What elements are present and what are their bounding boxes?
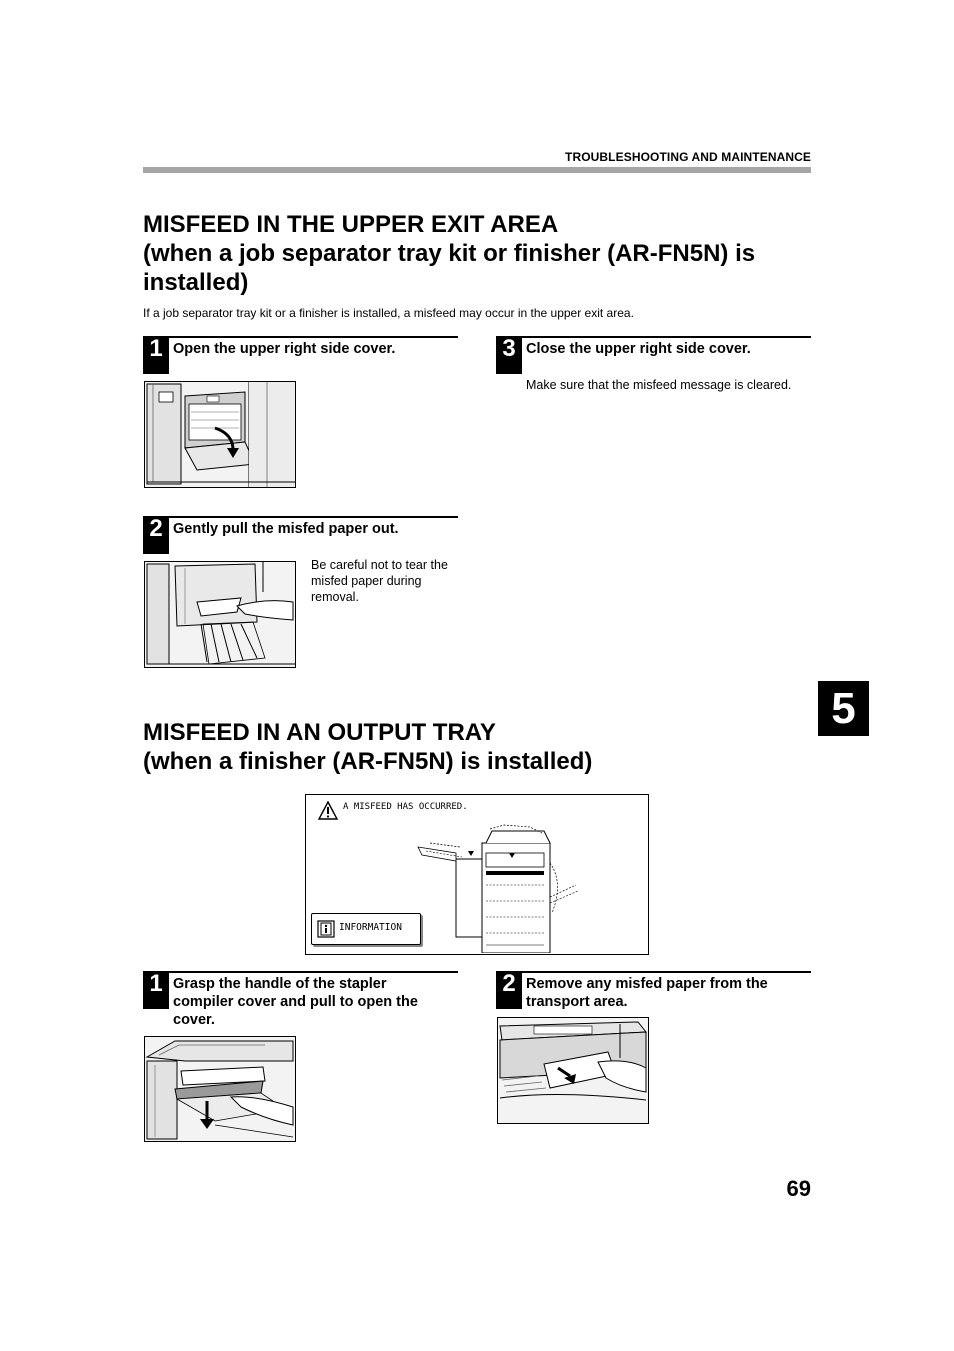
warning-triangle-icon (318, 801, 338, 821)
illustration-open-side-cover (144, 381, 296, 488)
step-note-line: misfed paper during (311, 574, 422, 588)
step-rule (143, 336, 458, 338)
step-note (311, 557, 448, 605)
step-rule (496, 336, 811, 338)
misfeed-message: A MISFEED HAS OCCURRED. (343, 802, 468, 812)
step-title: Open the upper right side cover. (173, 341, 396, 357)
information-button[interactable] (311, 913, 421, 945)
illustration-open-stapler-cover (144, 1036, 296, 1142)
step-number: 2 (143, 516, 169, 554)
step-number: 1 (143, 336, 169, 374)
step-note-line: removal. (311, 590, 359, 604)
step-number: 1 (143, 971, 169, 1009)
section-header-label: TROUBLESHOOTING AND MAINTENANCE (565, 150, 811, 164)
step-title: Gently pull the misfed paper out. (173, 521, 399, 537)
header-rule (143, 167, 811, 173)
step-number: 2 (496, 971, 522, 1009)
illustration-remove-paper-transport (497, 1017, 649, 1124)
operation-panel-display (305, 794, 649, 955)
step-title-line: cover. (173, 1012, 215, 1028)
information-button-label: INFORMATION (339, 922, 402, 933)
step-title: Close the upper right side cover. (526, 341, 751, 357)
section1-title-line1: MISFEED IN THE UPPER EXIT AREA (143, 211, 559, 238)
section2-title-line1: MISFEED IN AN OUTPUT TRAY (143, 719, 496, 746)
step-rule (143, 516, 458, 518)
step-title-line: Grasp the handle of the stapler (173, 976, 387, 992)
step-title-line: Remove any misfed paper from the (526, 976, 768, 992)
step-note-line: Be careful not to tear the (311, 558, 448, 572)
page-number: 69 (786, 1176, 811, 1201)
section1-intro: If a job separator tray kit or a finisher is installed, a misfeed may occur in the upper exit area. (143, 306, 634, 320)
step-title-line: transport area. (526, 994, 628, 1010)
section2-title-line2: (when a finisher (AR-FN5N) is installed) (143, 748, 593, 775)
step-title-line: compiler cover and pull to open the (173, 994, 418, 1010)
step-rule (143, 971, 458, 973)
machine-diagram (416, 823, 591, 953)
illustration-pull-misfed-paper (144, 561, 296, 668)
step-title (526, 975, 768, 1011)
info-icon (317, 920, 335, 938)
step-note: Make sure that the misfeed message is cleared. (526, 378, 792, 392)
step-title (173, 975, 418, 1029)
section1-title-line2: (when a job separator tray kit or finisher (AR-FN5N) is (143, 240, 756, 267)
step-rule (496, 971, 811, 973)
section1-title-line3: installed) (143, 269, 249, 296)
step-number: 3 (496, 336, 522, 374)
chapter-tab: 5 (818, 681, 869, 736)
